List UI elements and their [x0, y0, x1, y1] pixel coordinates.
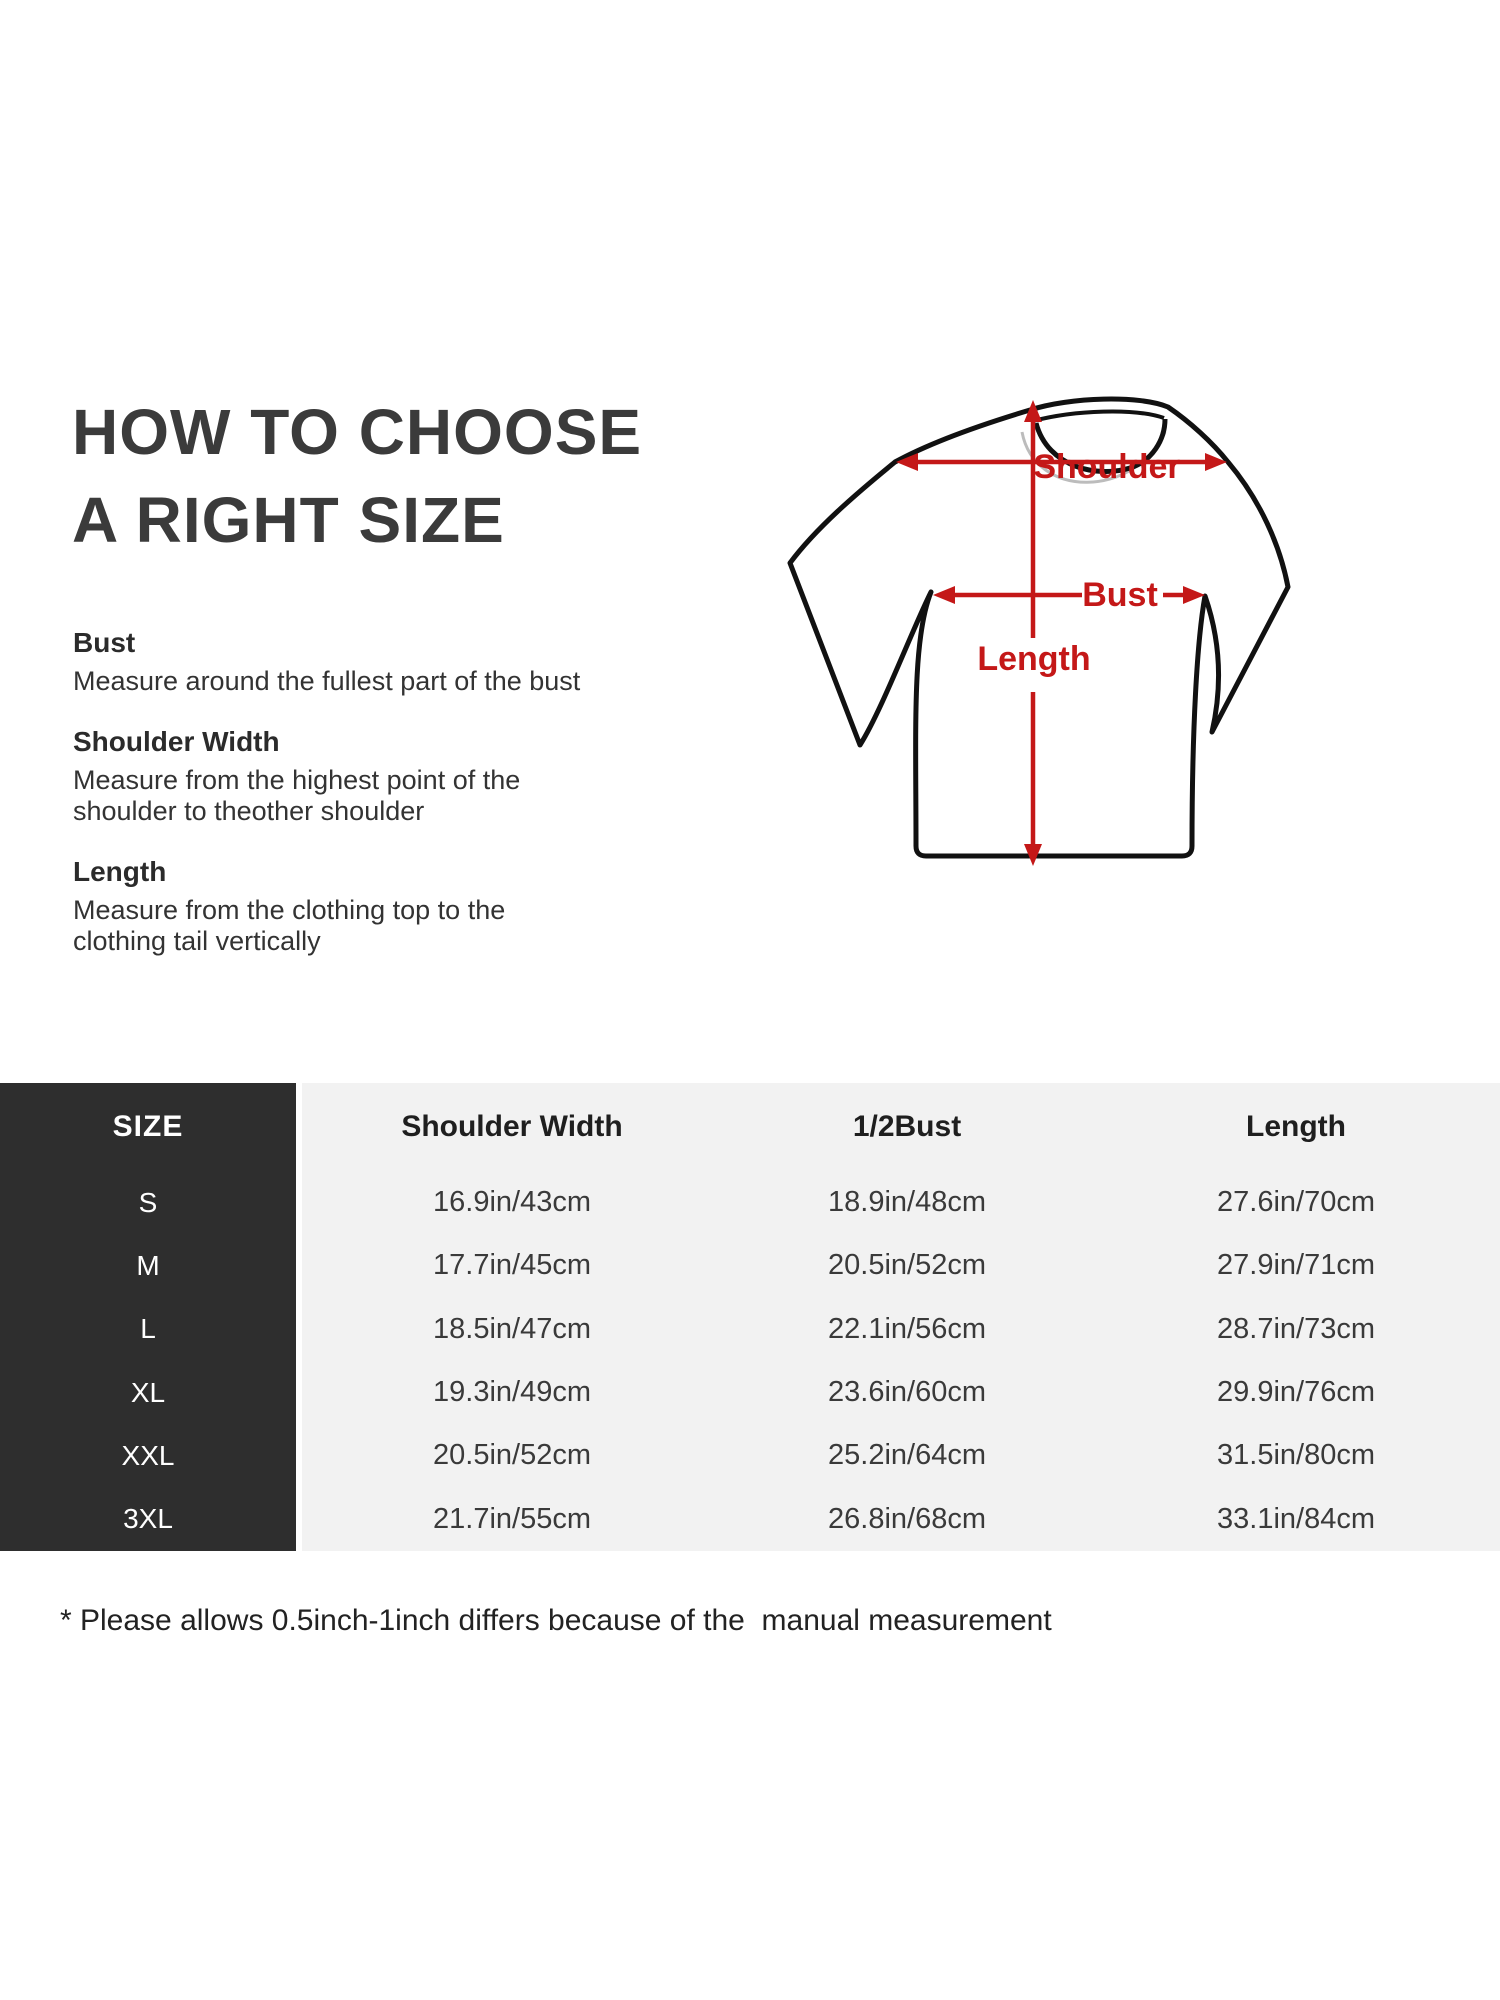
half-bust-cell: 25.2in/64cm — [722, 1424, 1092, 1487]
column-header-length: Length — [1092, 1083, 1500, 1171]
shoulder-width-cell: 18.5in/47cm — [302, 1298, 722, 1361]
size-cell: XL — [0, 1361, 296, 1424]
shoulder-width-cell: 21.7in/55cm — [302, 1488, 722, 1551]
length-cell: 27.6in/70cm — [1092, 1171, 1500, 1234]
instruction-bust — [73, 626, 653, 697]
instruction-text: shoulder to theother shoulder — [73, 796, 425, 826]
shoulder-width-cell: 16.9in/43cm — [302, 1171, 722, 1234]
page-title-line1: HOW TO CHOOSE — [72, 396, 643, 468]
tshirt-measurement-diagram — [620, 300, 1320, 900]
column-header-half-bust: 1/2Bust — [722, 1083, 1092, 1171]
size-cell: 3XL — [0, 1488, 296, 1551]
half-bust-cell: 20.5in/52cm — [722, 1234, 1092, 1297]
instruction-text: clothing tail vertically — [73, 926, 321, 956]
length-cell: 31.5in/80cm — [1092, 1424, 1500, 1487]
instruction-text: Measure from the highest point of the — [73, 765, 521, 795]
shoulder-width-cell: 19.3in/49cm — [302, 1361, 722, 1424]
length-cell: 28.7in/73cm — [1092, 1298, 1500, 1361]
bust-label: Bust — [1082, 576, 1158, 614]
length-cell: 27.9in/71cm — [1092, 1234, 1500, 1297]
page-title — [72, 388, 642, 564]
size-cell: S — [0, 1171, 296, 1234]
size-cell: XXL — [0, 1424, 296, 1487]
shoulder-width-cell: 17.7in/45cm — [302, 1234, 722, 1297]
instruction-text: Measure around the fullest part of the bust — [73, 666, 581, 696]
shoulder-label: Shoulder — [1033, 448, 1181, 486]
measurement-instructions — [73, 626, 653, 985]
length-label: Length — [977, 640, 1091, 678]
half-bust-cell: 23.6in/60cm — [722, 1361, 1092, 1424]
page-title-line2: A RIGHT SIZE — [72, 484, 505, 556]
size-cell: L — [0, 1298, 296, 1361]
half-bust-cell: 26.8in/68cm — [722, 1488, 1092, 1551]
column-header-shoulder-width: Shoulder Width — [302, 1083, 722, 1171]
instruction-shoulder-width — [73, 725, 653, 827]
column-header-size: SIZE — [0, 1083, 296, 1171]
instruction-heading: Length — [73, 856, 167, 887]
measurement-disclaimer: * Please allows 0.5inch-1inch differs because of the manual measurement — [60, 1604, 1052, 1637]
half-bust-cell: 18.9in/48cm — [722, 1171, 1092, 1234]
size-table — [0, 1083, 1500, 1551]
length-cell: 29.9in/76cm — [1092, 1361, 1500, 1424]
instruction-length — [73, 855, 653, 957]
instruction-text: Measure from the clothing top to the — [73, 895, 506, 925]
shoulder-width-cell: 20.5in/52cm — [302, 1424, 722, 1487]
half-bust-cell: 22.1in/56cm — [722, 1298, 1092, 1361]
instruction-heading: Bust — [73, 627, 136, 658]
size-cell: M — [0, 1234, 296, 1297]
instruction-heading: Shoulder Width — [73, 726, 280, 757]
length-cell: 33.1in/84cm — [1092, 1488, 1500, 1551]
